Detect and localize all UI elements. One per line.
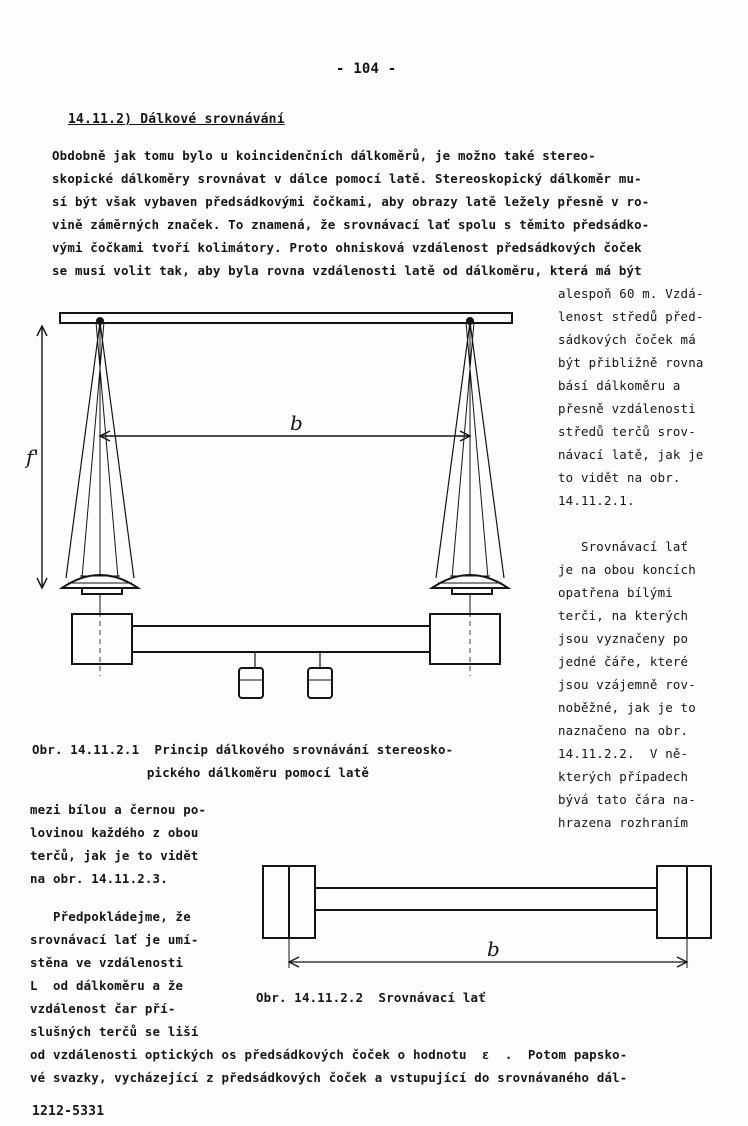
body-line: vé svazky, vycházející z předsádkových čoček a vstupující do srovnávaného dál- (30, 1070, 628, 1085)
figure2-caption: Obr. 14.11.2.2 Srovnávací lať (256, 990, 486, 1005)
side-line: Srovnávací lať (558, 539, 689, 554)
side-line: terči, na kterých (558, 608, 689, 623)
section-heading: 14.11.2) Dálkové srovnávání (68, 112, 285, 127)
left-line: vzdálenost čar pří- (30, 1001, 176, 1016)
left-line: srovnávací lať je umí- (30, 932, 199, 947)
body-line: skopické dálkoměry srovnávat v dálce pomocí latě. Stereoskopický dálkoměr mu- (52, 171, 642, 186)
figure-comparison-staff (255, 858, 715, 988)
side-line: být přibližně rovna (558, 355, 704, 370)
footer-code: 1212-5331 (32, 1104, 105, 1119)
side-line: přesně vzdálenosti (558, 401, 696, 416)
label-f-prime: f' (26, 445, 39, 469)
left-line: stěna ve vzdálenosti (30, 955, 184, 970)
side-line: lenost středů před- (558, 309, 704, 324)
side-line: hrazena rozhraním (558, 815, 689, 830)
side-line: 14.11.2.2. V ně- (558, 746, 689, 761)
left-line: L od dálkoměru a že (30, 978, 184, 993)
side-line: jedné čáře, které (558, 654, 689, 669)
body-line: od vzdálenosti optických os předsádkových čoček o hodnotu ε . Potom papsko- (30, 1047, 628, 1062)
side-line: je na obou koncích (558, 562, 696, 577)
side-line: naznačeno na obr. (558, 723, 689, 738)
figure1-caption-cont: pického dálkoměru pomocí latě (32, 765, 370, 780)
side-line: básí dálkoměru a (558, 378, 681, 393)
left-line: lovinou každého z obou (30, 825, 199, 840)
label-b-staff: b (487, 937, 500, 961)
left-line: terčů, jak je to vidět (30, 848, 199, 863)
side-line: to vidět na obr. (558, 470, 681, 485)
page-number: - 104 - (336, 61, 397, 77)
body-line: vině záměrných značek. To znamená, že srovnávací lať spolu s těmito předsádko- (52, 217, 650, 232)
left-line: mezi bílou a černou po- (30, 802, 207, 817)
side-line: bývá tato čára na- (558, 792, 696, 807)
side-line: jsou vyznačeny po (558, 631, 689, 646)
side-line: sádkových čoček má (558, 332, 696, 347)
side-line: 14.11.2.1. (558, 493, 635, 508)
body-line: se musí volit tak, aby byla rovna vzdálenosti latě od dálkoměru, která má být (52, 263, 642, 278)
body-line: sí být však vybaven předsádkovými čočkami, aby obrazy latě ležely přesně v ro- (52, 194, 650, 209)
figure1-caption: Obr. 14.11.2.1 Princip dálkového srovnávání stereosko- (32, 742, 454, 757)
figure-stereoscopic-rangefinder (20, 296, 530, 726)
side-line: opatřena bílými (558, 585, 673, 600)
side-line: alespoň 60 m. Vzdá- (558, 286, 704, 301)
side-line: noběžné, jak je to (558, 700, 696, 715)
label-b: b (290, 411, 303, 435)
side-line: středů terčů srov- (558, 424, 696, 439)
left-line: na obr. 14.11.2.3. (30, 871, 168, 886)
body-line: vými čočkami tvoří kolimátory. Proto ohnisková vzdálenost předsádkových čoček (52, 240, 642, 255)
left-line: slušných terčů se liší (30, 1024, 199, 1039)
side-line: návací latě, jak je (558, 447, 704, 462)
body-line: Obdobně jak tomu bylo u koincidenčních dálkoměrů, je možno také stereo- (52, 148, 596, 163)
left-line: Předpokládejme, že (30, 909, 191, 924)
side-line: jsou vzájemně rov- (558, 677, 696, 692)
side-line: kterých případech (558, 769, 689, 784)
